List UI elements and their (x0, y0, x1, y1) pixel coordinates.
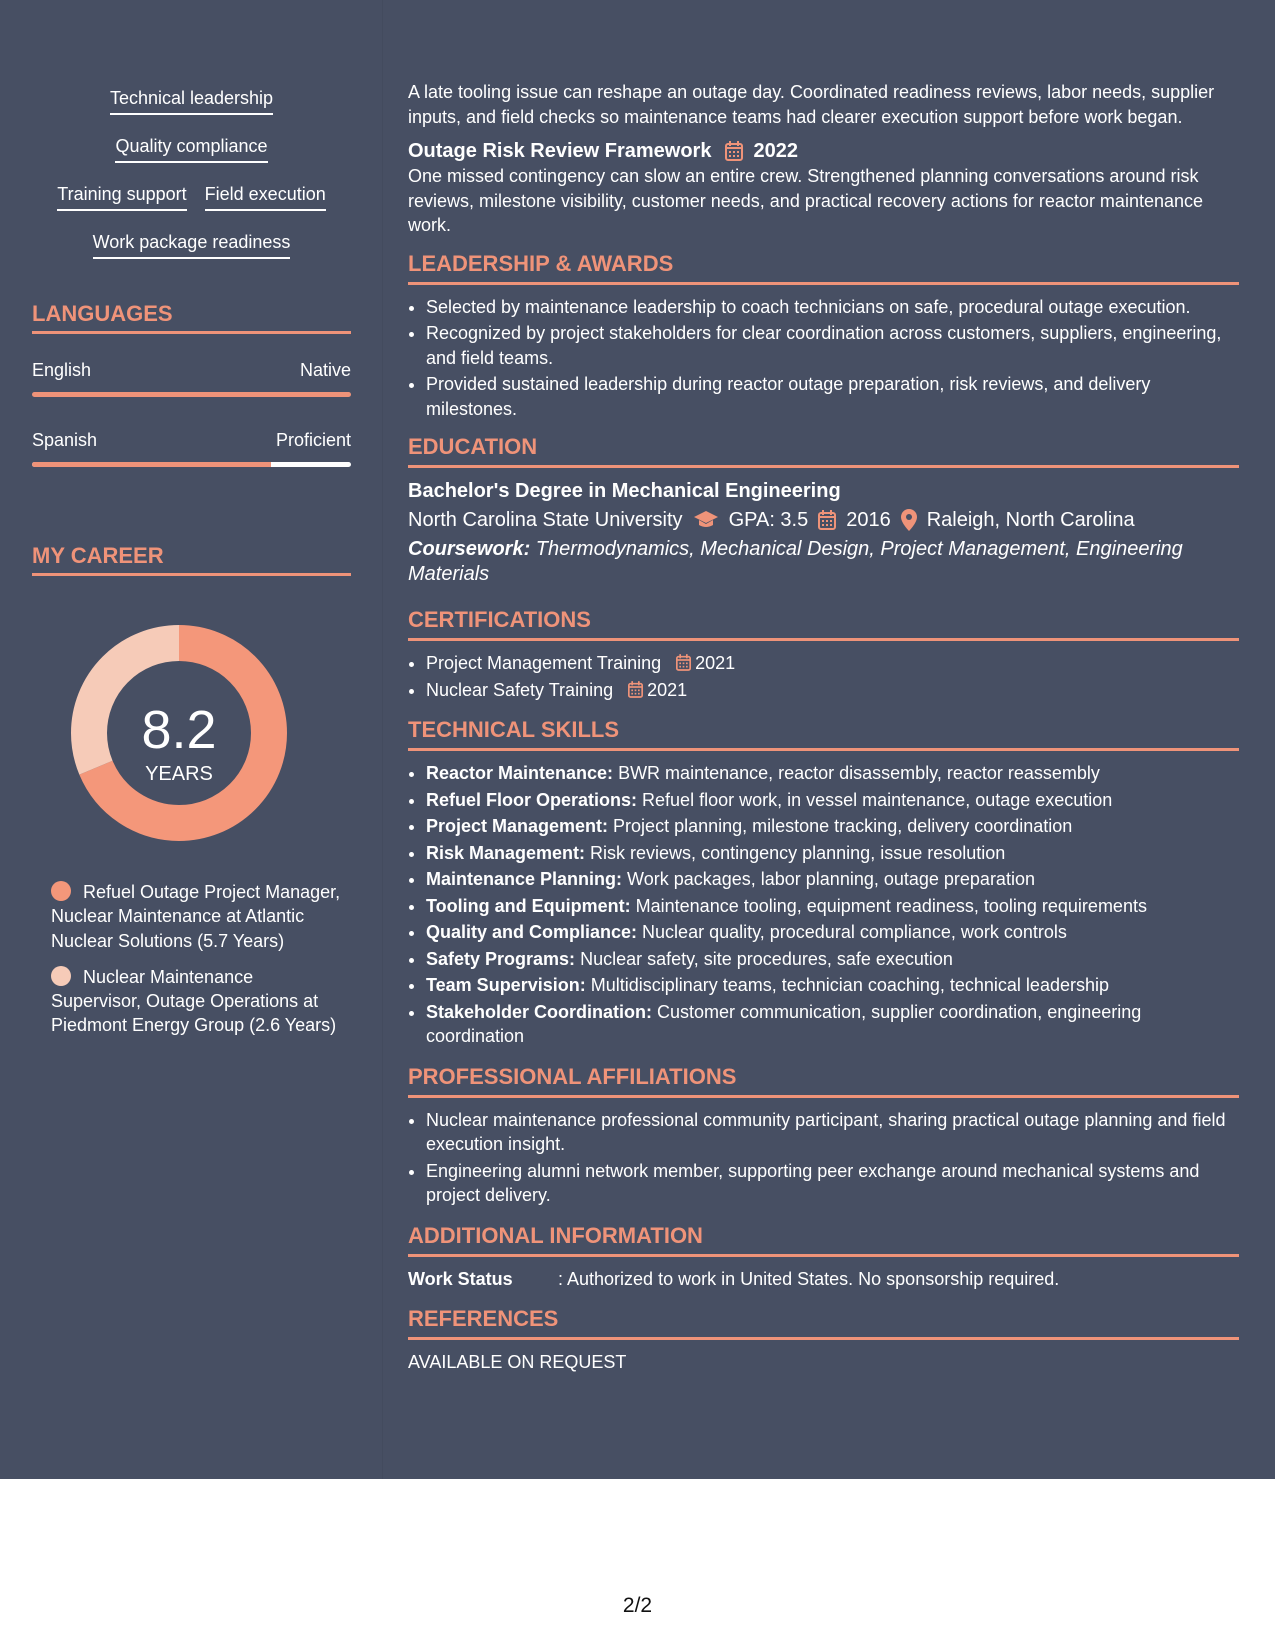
work-status-value: : Authorized to work in United States. No sponsorship required. (558, 1268, 1060, 1289)
leadership-list (408, 295, 1239, 422)
skill-label: Reactor Maintenance: (426, 763, 614, 783)
list-item: • Selected by maintenance leadership to coach technicians on safe, procedural outage execution. (426, 295, 1239, 320)
skill-item (426, 894, 1239, 919)
leadership-heading: LEADERSHIP & AWARDS (408, 250, 1239, 285)
career-total: 8.2 (141, 700, 217, 760)
work-status-label: Work Status (408, 1268, 513, 1289)
calendar-icon (818, 510, 836, 530)
references-text: AVAILABLE ON REQUEST (408, 1352, 627, 1372)
skill-text: Risk reviews, contingency planning, issue resolution (585, 842, 1006, 863)
skill-text: Refuel floor work, in vessel maintenance, outage execution (637, 789, 1113, 810)
calendar-icon (628, 681, 643, 698)
right-column (408, 80, 1239, 1375)
tag-row (32, 230, 351, 259)
language-name: Spanish (32, 430, 98, 450)
skill-label: Refuel Floor Operations: (426, 789, 638, 810)
skill-item (426, 814, 1239, 839)
certification-item (426, 678, 1239, 703)
graduation-cap-icon (693, 510, 719, 530)
list-item: • Recognized by project stakeholders for clear coordination across customers, suppliers, engineering, and field teams. (426, 321, 1239, 370)
career-donut-chart (66, 620, 292, 846)
legend-dot (51, 966, 71, 986)
skill-label: Safety Programs: (426, 948, 576, 969)
skill-label: Stakeholder Coordination: (426, 1001, 653, 1022)
career-item-text: Refuel Outage Project Manager, Nuclear Maintenance at Atlantic Nuclear Solutions (5.7 Years) (51, 882, 341, 951)
languages-heading: LANGUAGES (32, 300, 351, 334)
coursework (408, 537, 1239, 586)
skill-label: Maintenance Planning: (426, 869, 623, 889)
affiliations-list (408, 1108, 1239, 1208)
project-intro: A late tooling issue can reshape an outage day. Coordinated readiness reviews, labor needs, supplier inputs, and field checks so maintenance teams had clearer execution support before work began. (408, 82, 1215, 127)
project-description: One missed contingency can slow an entire crew. Strengthened planning conversations around risk reviews, milestone visibility, customer needs, and practical recovery actions for reactor maintenance work. (408, 166, 1204, 235)
skill-text: Maintenance tooling, equipment readiness, tooling requirements (630, 895, 1147, 916)
certification-year: 2021 (695, 653, 736, 673)
skill-text: Nuclear quality, procedural compliance, work controls (637, 922, 1067, 942)
list-item: • Engineering alumni network member, supporting peer exchange around mechanical systems and project delivery. (426, 1159, 1239, 1208)
skill-label: Project Management: (426, 816, 609, 836)
certifications-heading: CERTIFICATIONS (408, 606, 1239, 641)
language-bar-fill (32, 462, 271, 467)
language-spanish (32, 428, 351, 467)
language-bar (32, 462, 351, 467)
career-item-text: Nuclear Maintenance Supervisor, Outage Operations at Piedmont Energy Group (2.6 Years) (51, 966, 337, 1036)
technical-skills-list (408, 761, 1239, 1049)
project-heading (408, 138, 1239, 164)
calendar-icon (676, 654, 691, 671)
career-item (51, 880, 341, 953)
career-legend (51, 880, 341, 1050)
education-details (408, 505, 1239, 535)
column-divider (382, 0, 383, 1479)
legend-dot (51, 881, 71, 901)
references-heading: REFERENCES (408, 1305, 1239, 1340)
language-name: English (32, 360, 92, 380)
language-bar-fill (32, 392, 351, 397)
language-bar (32, 392, 351, 397)
affiliations-heading: PROFESSIONAL AFFILIATIONS (408, 1063, 1239, 1098)
skill-text: BWR maintenance, reactor disassembly, reactor reassembly (613, 763, 1100, 783)
career-heading: MY CAREER (32, 542, 351, 576)
coursework-label: Coursework: (408, 538, 531, 560)
page-number: 2/2 (622, 1594, 653, 1617)
career-unit: YEARS (145, 763, 213, 785)
skill-text: Project planning, milestone tracking, delivery coordination (608, 816, 1073, 836)
skill-label: Team Supervision: (426, 975, 586, 995)
tag-row (32, 86, 351, 115)
skill-item (426, 920, 1239, 945)
calendar-icon (725, 141, 743, 161)
list-item: • Nuclear maintenance professional community participant, sharing practical outage planning and field execution insight. (426, 1108, 1239, 1157)
skill-tags (32, 86, 351, 278)
skill-label: Risk Management: (426, 842, 586, 863)
graduation-year: 2016 (846, 509, 891, 531)
language-level: Native (299, 360, 351, 380)
certification-name: Project Management Training (426, 653, 662, 673)
skill-tag: Field execution (205, 182, 326, 211)
skill-item (426, 788, 1239, 813)
skill-tag: Technical leadership (110, 86, 273, 115)
skill-tag: Training support (57, 182, 186, 211)
skill-item (426, 867, 1239, 892)
skill-text: Multidisciplinary teams, technician coaching, technical leadership (585, 975, 1109, 995)
skill-tag: Quality compliance (115, 134, 267, 163)
skill-item (426, 947, 1239, 972)
skill-text: Nuclear safety, site procedures, safe execution (575, 948, 953, 969)
career-item (51, 965, 341, 1038)
gpa: GPA: 3.5 (728, 509, 809, 531)
skill-item (426, 1000, 1239, 1049)
degree-title: Bachelor's Degree in Mechanical Engineering (408, 480, 841, 502)
skill-label: Quality and Compliance: (426, 922, 638, 942)
technical-skills-heading: TECHNICAL SKILLS (408, 716, 1239, 751)
certifications-list (408, 651, 1239, 702)
skill-tag: Work package readiness (93, 230, 291, 259)
coursework-list: Thermodynamics, Mechanical Design, Project Management, Engineering Materials (408, 538, 1183, 585)
certification-item (426, 651, 1239, 676)
certification-year: 2021 (647, 679, 688, 700)
skill-label: Tooling and Equipment: (426, 895, 631, 916)
language-level: Proficient (275, 430, 351, 450)
work-status-row (408, 1267, 1239, 1292)
certification-name: Nuclear Safety Training (426, 679, 614, 700)
skill-item (426, 761, 1239, 786)
skill-text: Customer communication, supplier coordination, engineering coordination (426, 1001, 1142, 1046)
school-name: North Carolina State University (408, 509, 683, 531)
tag-row (32, 182, 351, 211)
skill-item (426, 973, 1239, 998)
project-title: Outage Risk Review Framework (408, 140, 712, 162)
skill-text: Work packages, labor planning, outage preparation (622, 869, 1035, 889)
location-pin-icon (901, 509, 917, 531)
school-location: Raleigh, North Carolina (926, 509, 1135, 531)
skill-item (426, 841, 1239, 866)
project-year: 2022 (753, 140, 798, 162)
language-english (32, 358, 351, 397)
education-heading: EDUCATION (408, 433, 1239, 468)
additional-info-heading: ADDITIONAL INFORMATION (408, 1222, 1239, 1257)
list-item: • Provided sustained leadership during reactor outage preparation, risk reviews, and delivery milestones. (426, 372, 1239, 421)
tag-row (32, 134, 351, 163)
